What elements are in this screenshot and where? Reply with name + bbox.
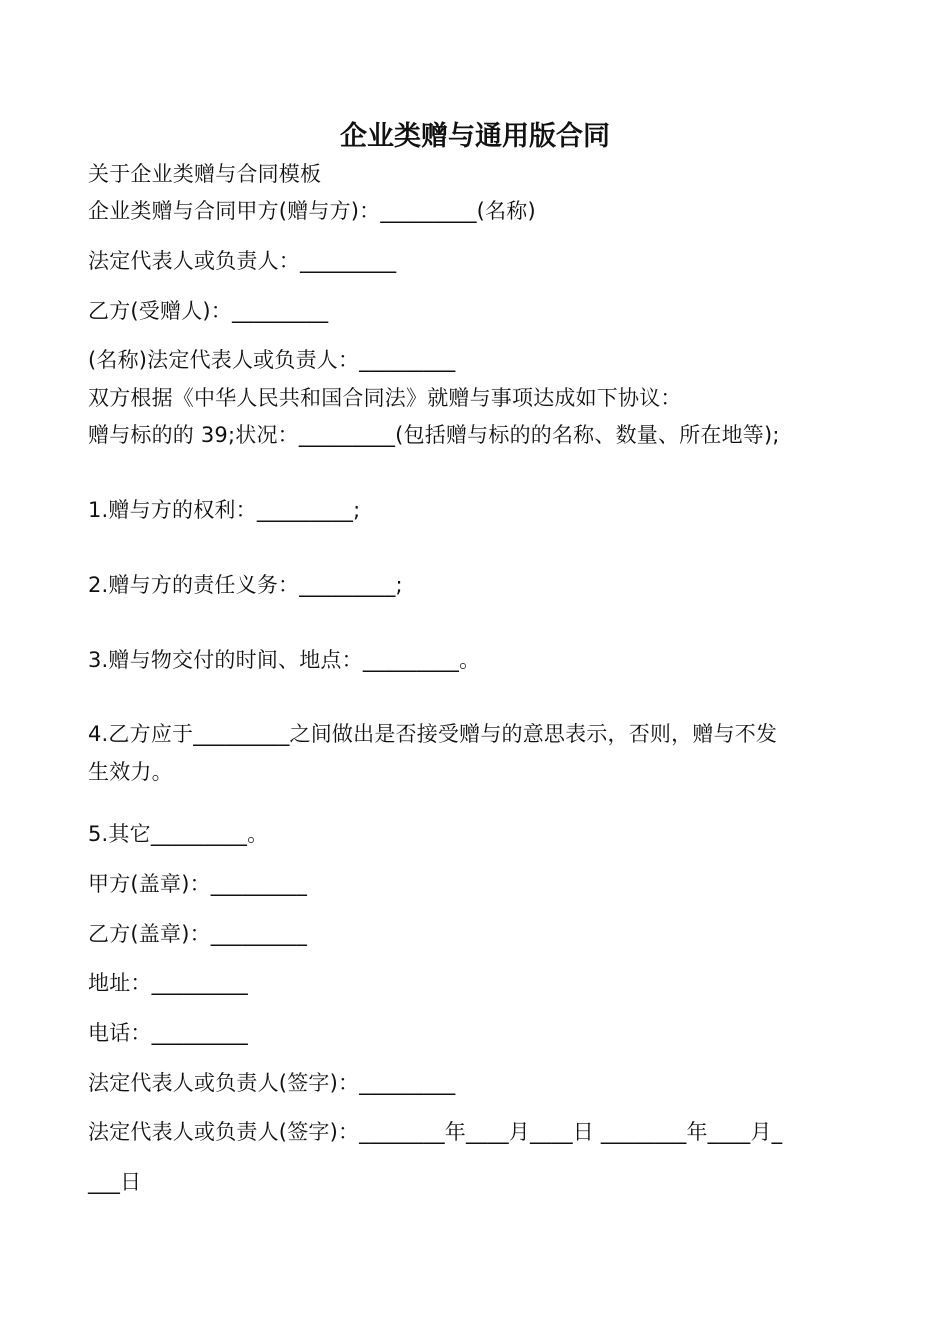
signature-date-line-continued: ___日 [88,1170,142,1194]
clause-2: 2.赠与方的责任义务：_________; [88,573,403,597]
clause-5: 5.其它_________。 [88,822,269,846]
gift-subject-line: 赠与标的的 39;状况：_________(包括赠与标的的名称、数量、所在地等); [88,423,780,447]
party-a-representative-line: 法定代表人或负责人：_________ [88,249,397,273]
clause-4: 4.乙方应于_________之间做出是否接受赠与的意思表示，否则，赠与不发 [88,722,778,746]
clause-4-continued: 生效力。 [88,760,173,784]
signature-date-line: 法定代表人或负责人(签字)：________年____月____日 ________年____月_ [88,1120,783,1144]
party-b-line: 乙方(受赠人)：_________ [88,299,329,323]
party-b-representative-line: (名称)法定代表人或负责人：_________ [88,348,456,372]
clause-1: 1.赠与方的权利：_________; [88,498,361,522]
agreement-intro-line: 双方根据《中华人民共和国合同法》就赠与事项达成如下协议： [88,386,682,410]
party-b-seal-line: 乙方(盖章)：_________ [88,922,308,946]
signature-line-1: 法定代表人或负责人(签字)：_________ [88,1071,456,1095]
party-a-seal-line: 甲方(盖章)：_________ [88,872,308,896]
document-title: 企业类赠与通用版合同 [340,121,610,152]
template-subtitle: 关于企业类赠与合同模板 [88,162,322,186]
phone-line: 电话：_________ [88,1021,248,1045]
address-line: 地址：_________ [88,971,248,995]
clause-3: 3.赠与物交付的时间、地点：_________。 [88,648,481,672]
party-a-line: 企业类赠与合同甲方(赠与方)：_________(名称) [88,199,536,223]
